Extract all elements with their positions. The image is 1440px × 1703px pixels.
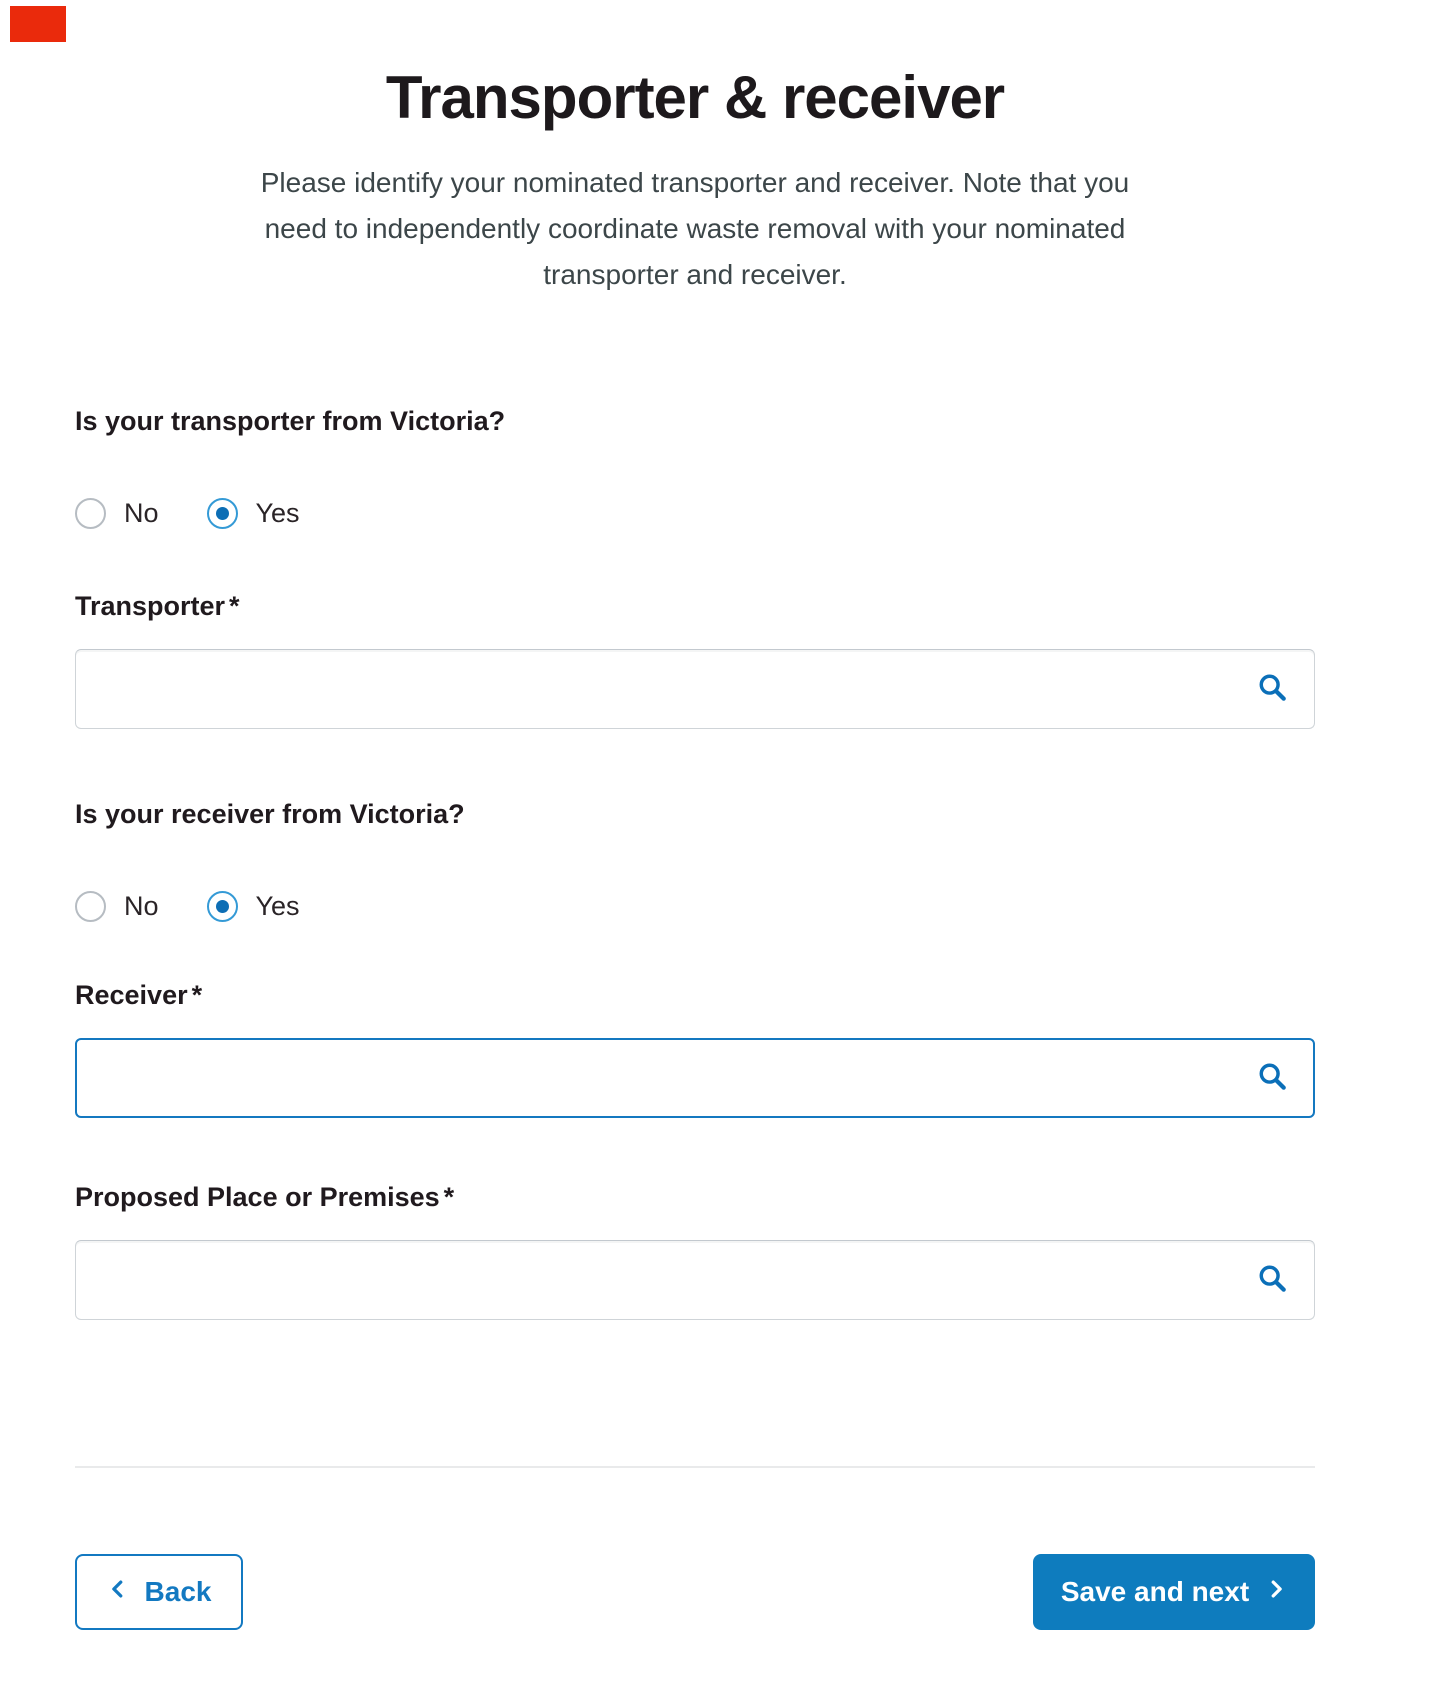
transporter-field [75,649,1315,729]
premises-input[interactable] [75,1240,1315,1320]
receiver-radio-yes[interactable] [207,891,300,922]
radio-no-label: No [124,498,159,528]
chevron-left-icon [107,1576,129,1609]
receiver-radio-group [75,891,1315,922]
search-icon [1257,672,1289,707]
receiver-radio-no[interactable] [75,891,159,922]
back-button-label: Back [144,1576,212,1607]
transporter-question-label: Is your transporter from Victoria? [75,406,506,436]
subtitle-line: Please identify your nominated transporter and receiver. Note that you [260,167,1130,198]
search-icon [1257,1061,1289,1096]
receiver-input[interactable] [75,1038,1315,1118]
chevron-right-icon [1265,1576,1287,1609]
search-icon [1257,1263,1289,1298]
transporter-input[interactable] [75,649,1315,729]
radio-yes-label: Yes [255,498,300,528]
transporter-radio-no[interactable] [75,498,159,529]
transporter-field-label [75,591,1315,621]
receiver-field-label [75,980,1315,1010]
page-title: Transporter & receiver [385,64,1005,131]
transporter-field-label-text: Transporter [75,591,226,621]
footer-actions [75,1554,1315,1630]
required-asterisk: * [443,1182,455,1212]
radio-unselected-icon[interactable] [75,891,106,922]
receiver-search-button[interactable] [1251,1056,1295,1100]
section-divider [75,1466,1315,1468]
transporter-radio-group [75,498,1315,529]
radio-selected-icon[interactable] [207,891,238,922]
radio-yes-label: Yes [255,891,300,921]
back-button[interactable] [75,1554,243,1630]
subtitle-line: need to independently coordinate waste removal with your nominated [264,213,1126,244]
form-page [75,0,1315,1630]
save-button-label: Save and next [1060,1576,1250,1607]
required-asterisk: * [191,980,203,1010]
premises-search-button[interactable] [1251,1258,1295,1302]
radio-selected-icon[interactable] [207,498,238,529]
page-subtitle [75,160,1315,298]
radio-no-label: No [124,891,159,921]
required-asterisk: * [229,591,240,621]
red-annotation-marker [10,6,66,42]
receiver-field [75,1038,1315,1118]
radio-unselected-icon[interactable] [75,498,106,529]
save-and-next-button[interactable] [1033,1554,1315,1630]
transporter-radio-yes[interactable] [207,498,300,529]
premises-field [75,1240,1315,1320]
transporter-search-button[interactable] [1251,667,1295,711]
receiver-field-label-text: Receiver [75,980,188,1010]
subtitle-line: transporter and receiver. [543,259,847,290]
premises-field-label-text: Proposed Place or Premises [75,1182,440,1212]
receiver-question-label: Is your receiver from Victoria? [75,799,465,829]
premises-field-label [75,1182,1315,1212]
